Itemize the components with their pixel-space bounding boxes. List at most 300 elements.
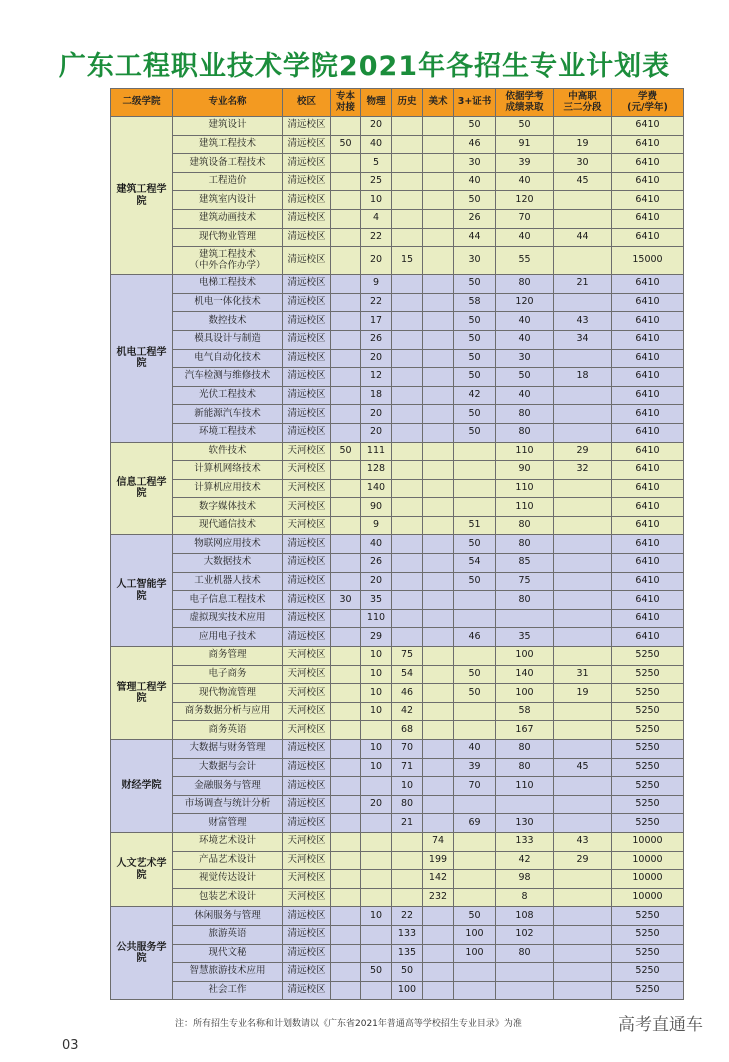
zs-cell: 70 [454,777,496,796]
fee-cell: 6410 [612,154,684,173]
major-cell: 现代通信技术 [173,516,283,535]
zg-cell [554,981,612,1000]
campus-cell: 清远校区 [283,423,331,442]
zb-cell [331,535,361,554]
major-cell: 物联网应用技术 [173,535,283,554]
campus-cell: 清远校区 [283,368,331,387]
table-row [111,535,684,554]
table-row [111,907,684,926]
campus-cell: 清远校区 [283,349,331,368]
zs-cell [454,647,496,666]
major-cell: 建筑工程技术 [173,135,283,154]
table-row [111,665,684,684]
xk-cell: 8 [496,888,554,907]
zs-cell: 100 [454,944,496,963]
xk-cell: 140 [496,665,554,684]
zs-cell [454,461,496,480]
ms-cell [423,684,454,703]
zb-cell [331,191,361,210]
zb-cell [331,963,361,982]
header-zg: 中高职 三二分段 [554,89,612,117]
xk-cell: 70 [496,209,554,228]
zg-cell [554,535,612,554]
major-cell: 建筑设备工程技术 [173,154,283,173]
zg-cell [554,814,612,833]
major-cell: 机电一体化技术 [173,293,283,312]
zs-cell: 50 [454,117,496,136]
xk-cell: 120 [496,191,554,210]
header-wl: 物理 [361,89,392,117]
fee-cell: 5250 [612,907,684,926]
ms-cell [423,405,454,424]
xk-cell: 130 [496,814,554,833]
major-cell: 大数据与财务管理 [173,740,283,759]
wl-cell [361,851,392,870]
zg-cell [554,628,612,647]
zg-cell [554,191,612,210]
xk-cell: 58 [496,702,554,721]
zg-cell: 34 [554,330,612,349]
zs-cell: 50 [454,665,496,684]
zs-cell: 54 [454,554,496,573]
zb-cell [331,423,361,442]
ls-cell [392,191,423,210]
ls-cell: 15 [392,247,423,275]
zs-cell: 42 [454,386,496,405]
zg-cell [554,423,612,442]
xk-cell: 108 [496,907,554,926]
fee-cell: 6410 [612,330,684,349]
ls-cell: 80 [392,795,423,814]
wl-cell [361,870,392,889]
fee-cell: 6410 [612,275,684,294]
table-row [111,609,684,628]
wl-cell: 20 [361,349,392,368]
zs-cell: 100 [454,925,496,944]
zb-cell [331,312,361,331]
wl-cell: 35 [361,591,392,610]
zs-cell [454,851,496,870]
table-row [111,293,684,312]
wl-cell [361,888,392,907]
page-title: 广东工程职业技术学院2021年各招生专业计划表 [58,51,671,82]
table-row [111,721,684,740]
major-cell: 模具设计与制造 [173,330,283,349]
campus-cell: 清远校区 [283,925,331,944]
table-row [111,572,684,591]
major-cell: 数控技术 [173,312,283,331]
table-row [111,498,684,517]
table-row [111,154,684,173]
major-cell: 现代物业管理 [173,228,283,247]
zg-cell [554,944,612,963]
major-cell: 应用电子技术 [173,628,283,647]
xk-cell: 85 [496,554,554,573]
zb-cell [331,758,361,777]
xk-cell: 80 [496,758,554,777]
zs-cell [454,498,496,517]
table-row [111,442,684,461]
header-fee: 学费 (元/学年) [612,89,684,117]
ls-cell [392,832,423,851]
ls-cell [392,461,423,480]
ls-cell: 68 [392,721,423,740]
header-zb: 专本 对接 [331,89,361,117]
enrollment-plan-table [110,88,684,1000]
ms-cell [423,721,454,740]
table-body [111,117,684,1000]
wl-cell: 140 [361,479,392,498]
table-row [111,832,684,851]
ls-cell [392,609,423,628]
zb-cell: 50 [331,135,361,154]
wl-cell: 10 [361,647,392,666]
fee-cell: 10000 [612,851,684,870]
major-cell: 建筑室内设计 [173,191,283,210]
table-row [111,814,684,833]
table-row [111,461,684,480]
table-row [111,851,684,870]
table-row [111,758,684,777]
table-row [111,628,684,647]
zg-cell: 21 [554,275,612,294]
xk-cell: 55 [496,247,554,275]
zg-cell [554,702,612,721]
major-cell: 虚拟现实技术应用 [173,609,283,628]
campus-cell: 清远校区 [283,135,331,154]
zs-cell: 50 [454,572,496,591]
campus-cell: 清远校区 [283,330,331,349]
campus-cell: 清远校区 [283,386,331,405]
zs-cell: 40 [454,172,496,191]
zg-cell [554,554,612,573]
zs-cell [454,888,496,907]
wl-cell: 10 [361,702,392,721]
zs-cell: 46 [454,628,496,647]
major-cell: 环境艺术设计 [173,832,283,851]
zs-cell: 40 [454,740,496,759]
ls-cell [392,535,423,554]
fee-cell: 6410 [612,461,684,480]
ms-cell [423,665,454,684]
zs-cell: 50 [454,349,496,368]
zb-cell [331,386,361,405]
fee-cell: 5250 [612,647,684,666]
major-cell: 视觉传达设计 [173,870,283,889]
campus-cell: 清远校区 [283,963,331,982]
ls-cell [392,154,423,173]
xk-cell [496,795,554,814]
zs-cell: 69 [454,814,496,833]
campus-cell: 清远校区 [283,609,331,628]
zb-cell [331,554,361,573]
table-row [111,135,684,154]
xk-cell: 80 [496,516,554,535]
xk-cell: 40 [496,386,554,405]
fee-cell: 6410 [612,117,684,136]
wl-cell: 10 [361,758,392,777]
campus-cell: 天河校区 [283,721,331,740]
zg-cell [554,963,612,982]
table-row [111,312,684,331]
zg-cell: 32 [554,461,612,480]
table-row [111,247,684,275]
major-cell: 建筑动画技术 [173,209,283,228]
campus-cell: 天河校区 [283,702,331,721]
ls-cell [392,209,423,228]
table-row [111,702,684,721]
wl-cell: 111 [361,442,392,461]
major-cell: 建筑工程技术 （中外合作办学） [173,247,283,275]
zg-cell [554,591,612,610]
wl-cell: 12 [361,368,392,387]
zb-cell [331,814,361,833]
header-campus: 校区 [283,89,331,117]
wl-cell: 20 [361,423,392,442]
zg-cell [554,209,612,228]
xk-cell: 40 [496,172,554,191]
xk-cell: 75 [496,572,554,591]
major-cell: 电子商务 [173,665,283,684]
ms-cell: 74 [423,832,454,851]
wl-cell: 10 [361,191,392,210]
zg-cell: 19 [554,684,612,703]
table-row [111,228,684,247]
header-zs: 3+证书 [454,89,496,117]
ms-cell: 232 [423,888,454,907]
campus-cell: 清远校区 [283,172,331,191]
zb-cell [331,888,361,907]
fee-cell: 15000 [612,247,684,275]
wl-cell: 9 [361,275,392,294]
dept-cell: 财经学院 [111,740,173,833]
ls-cell [392,516,423,535]
zg-cell [554,479,612,498]
zb-cell [331,628,361,647]
campus-cell: 清远校区 [283,572,331,591]
zb-cell [331,479,361,498]
campus-cell: 清远校区 [283,293,331,312]
major-cell: 新能源汽车技术 [173,405,283,424]
xk-cell: 80 [496,740,554,759]
zs-cell: 46 [454,135,496,154]
zs-cell [454,981,496,1000]
zg-cell [554,498,612,517]
dept-cell: 公共服务学院 [111,907,173,1000]
brand-watermark: 高考直通车 [618,1015,703,1035]
fee-cell: 6410 [612,172,684,191]
wl-cell [361,814,392,833]
wl-cell: 17 [361,312,392,331]
ls-cell: 54 [392,665,423,684]
xk-cell: 80 [496,423,554,442]
xk-cell: 100 [496,647,554,666]
wl-cell: 10 [361,684,392,703]
major-cell: 金融服务与管理 [173,777,283,796]
major-cell: 计算机网络技术 [173,461,283,480]
table-row [111,944,684,963]
ms-cell [423,516,454,535]
campus-cell: 清远校区 [283,944,331,963]
wl-cell: 22 [361,293,392,312]
header-ls: 历史 [392,89,423,117]
ls-cell [392,498,423,517]
ls-cell [392,368,423,387]
zs-cell: 26 [454,209,496,228]
xk-cell: 98 [496,870,554,889]
ms-cell [423,330,454,349]
campus-cell: 清远校区 [283,191,331,210]
wl-cell: 20 [361,795,392,814]
major-cell: 工程造价 [173,172,283,191]
ls-cell [392,349,423,368]
fee-cell: 5250 [612,777,684,796]
wl-cell: 90 [361,498,392,517]
major-cell: 旅游英语 [173,925,283,944]
table-row [111,740,684,759]
wl-cell [361,944,392,963]
zs-cell [454,609,496,628]
zb-cell [331,209,361,228]
zb-cell [331,684,361,703]
ms-cell [423,609,454,628]
zs-cell: 50 [454,368,496,387]
zs-cell: 58 [454,293,496,312]
zb-cell [331,117,361,136]
zb-cell: 30 [331,591,361,610]
ls-cell [392,117,423,136]
campus-cell: 清远校区 [283,554,331,573]
zg-cell [554,721,612,740]
zg-cell [554,405,612,424]
table-row [111,888,684,907]
zb-cell [331,368,361,387]
zb-cell [331,572,361,591]
wl-cell: 20 [361,405,392,424]
campus-cell: 天河校区 [283,479,331,498]
dept-cell: 人文艺术学院 [111,832,173,906]
wl-cell: 50 [361,963,392,982]
zg-cell: 29 [554,442,612,461]
fee-cell: 6410 [612,209,684,228]
campus-cell: 清远校区 [283,907,331,926]
fee-cell: 5250 [612,944,684,963]
major-cell: 工业机器人技术 [173,572,283,591]
wl-cell [361,981,392,1000]
fee-cell: 6410 [612,191,684,210]
ms-cell [423,572,454,591]
ms-cell [423,963,454,982]
zg-cell [554,925,612,944]
major-cell: 现代文秘 [173,944,283,963]
major-cell: 智慧旅游技术应用 [173,963,283,982]
zg-cell: 19 [554,135,612,154]
table-row [111,777,684,796]
wl-cell: 20 [361,247,392,275]
ms-cell [423,647,454,666]
zb-cell [331,647,361,666]
ms-cell [423,386,454,405]
header-major: 专业名称 [173,89,283,117]
fee-cell: 10000 [612,832,684,851]
campus-cell: 天河校区 [283,832,331,851]
fee-cell: 10000 [612,870,684,889]
zb-cell [331,275,361,294]
ls-cell [392,275,423,294]
ms-cell [423,191,454,210]
xk-cell: 50 [496,368,554,387]
ls-cell: 22 [392,907,423,926]
ms-cell [423,628,454,647]
zs-cell [454,795,496,814]
fee-cell: 5250 [612,740,684,759]
campus-cell: 天河校区 [283,684,331,703]
ms-cell [423,275,454,294]
zg-cell [554,870,612,889]
ls-cell: 42 [392,702,423,721]
ms-cell [423,758,454,777]
ms-cell [423,907,454,926]
dept-cell: 管理工程学院 [111,647,173,740]
fee-cell: 5250 [612,702,684,721]
zs-cell: 50 [454,191,496,210]
zb-cell [331,981,361,1000]
zg-cell: 45 [554,758,612,777]
table-row [111,349,684,368]
fee-cell: 6410 [612,498,684,517]
zb-cell [331,870,361,889]
major-cell: 计算机应用技术 [173,479,283,498]
zg-cell: 30 [554,154,612,173]
ls-cell [392,330,423,349]
campus-cell: 清远校区 [283,628,331,647]
zs-cell: 30 [454,247,496,275]
zb-cell [331,777,361,796]
ms-cell [423,554,454,573]
major-cell: 产品艺术设计 [173,851,283,870]
zg-cell [554,349,612,368]
xk-cell: 40 [496,312,554,331]
xk-cell: 110 [496,442,554,461]
fee-cell: 6410 [612,628,684,647]
zg-cell [554,795,612,814]
zg-cell [554,516,612,535]
fee-cell: 6410 [612,442,684,461]
major-cell: 现代物流管理 [173,684,283,703]
zg-cell [554,572,612,591]
ms-cell [423,591,454,610]
fee-cell: 6410 [612,591,684,610]
ms-cell [423,981,454,1000]
campus-cell: 清远校区 [283,981,331,1000]
major-cell: 光伏工程技术 [173,386,283,405]
xk-cell: 30 [496,349,554,368]
ls-cell: 100 [392,981,423,1000]
major-cell: 汽车检测与维修技术 [173,368,283,387]
fee-cell: 6410 [612,609,684,628]
wl-cell: 40 [361,535,392,554]
campus-cell: 清远校区 [283,405,331,424]
campus-cell: 清远校区 [283,795,331,814]
ls-cell: 75 [392,647,423,666]
zs-cell: 44 [454,228,496,247]
wl-cell: 9 [361,516,392,535]
fee-cell: 6410 [612,349,684,368]
ms-cell [423,461,454,480]
zb-cell: 50 [331,442,361,461]
table-row [111,963,684,982]
fee-cell: 6410 [612,535,684,554]
